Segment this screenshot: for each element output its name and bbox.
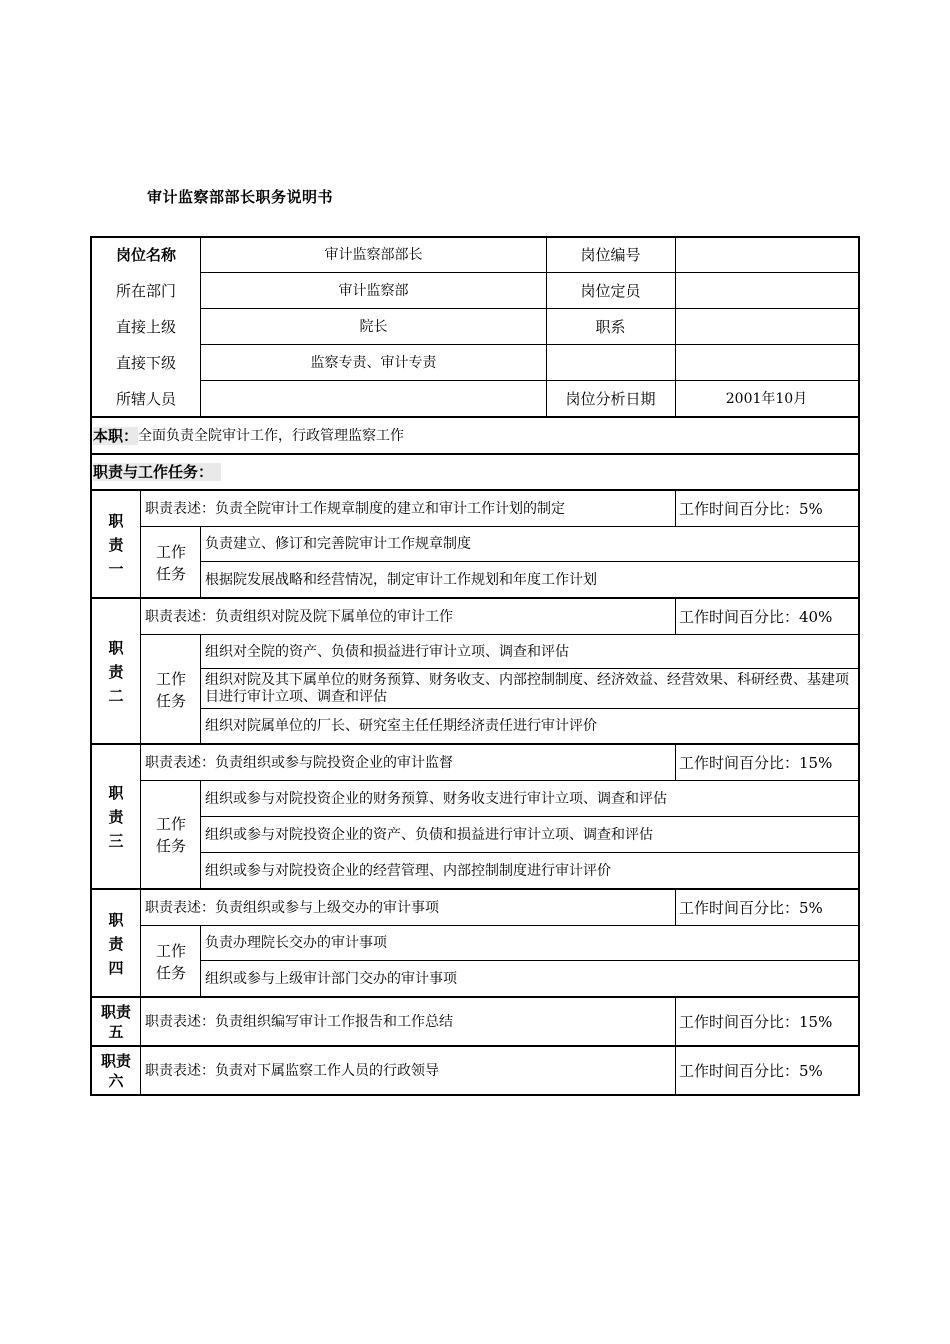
grid-line <box>200 780 201 889</box>
grid-line <box>90 1045 860 1047</box>
duty-4-label-char: 职 <box>108 910 124 929</box>
duty-2-label-char: 二 <box>108 686 124 705</box>
duty-3-task-3: 组织或参与对院投资企业的经营管理、内部控制制度进行审计评价 <box>205 862 611 879</box>
duty-6-description: 职责表述：负责对下属监察工作人员的行政领导 <box>145 1062 439 1079</box>
duty-1-description: 职责表述：负责全院审计工作规章制度的建立和审计工作计划的制定 <box>145 500 565 517</box>
staff-value <box>201 381 546 417</box>
duty-6-label-line: 六 <box>108 1072 124 1090</box>
duty-3-time-pct: 工作时间百分比：15% <box>679 754 833 772</box>
grid-line <box>201 272 859 273</box>
department-label: 所在部门 <box>115 282 176 300</box>
duty-6-label-line: 职责 <box>100 1052 131 1070</box>
subordinate-value: 监察专责、审计专责 <box>310 354 437 371</box>
grid-line <box>141 526 859 527</box>
analysis-date-label: 岗位分析日期 <box>565 390 656 408</box>
duty-4-task-label <box>141 926 201 997</box>
table-border-right <box>858 236 860 1095</box>
grid-line <box>201 852 859 853</box>
duties-heading: 职责与工作任务： <box>93 463 221 481</box>
grid-line <box>675 490 676 527</box>
duty-2-task-1: 组织对全院的资产、负债和损益进行审计立项、调查和评估 <box>205 643 569 660</box>
grid-line <box>141 925 859 926</box>
document-title: 审计监察部部长职务说明书 <box>147 188 334 206</box>
grid-line <box>200 925 201 997</box>
grid-line <box>200 236 201 417</box>
grid-line <box>675 236 676 417</box>
grid-line <box>90 489 860 491</box>
duty-1-label-char: 职 <box>108 511 124 530</box>
duty-4-task-1: 负责办理院长交办的审计事项 <box>205 935 387 951</box>
department-value: 审计监察部 <box>338 282 409 299</box>
grid-line <box>201 708 859 709</box>
summary-label: 本职： <box>93 427 139 445</box>
grid-line <box>90 743 860 745</box>
grid-line <box>675 744 676 781</box>
grid-line <box>675 1046 676 1095</box>
grid-line <box>201 561 859 562</box>
job-family-label: 职系 <box>595 318 626 336</box>
task-label-line: 任务 <box>155 564 186 583</box>
grid-line <box>90 453 860 455</box>
duty-5-description: 职责表述：负责组织编写审计工作报告和工作总结 <box>145 1013 453 1030</box>
duty-5-label-line: 职责 <box>100 1003 131 1021</box>
grid-line <box>200 634 201 744</box>
task-label-line: 任务 <box>155 837 186 855</box>
duty-3-label-char: 三 <box>108 832 124 850</box>
position-no-value <box>675 237 858 273</box>
superior-value: 院长 <box>359 318 388 335</box>
duties-heading-row <box>91 454 858 490</box>
grid-line <box>141 634 859 635</box>
duty-3-label <box>91 745 141 889</box>
analysis-date-value: 2001年10月 <box>725 390 808 407</box>
subordinate-label: 直接下级 <box>115 354 176 372</box>
task-label-line: 工作 <box>155 941 186 960</box>
duty-3-description: 职责表述：负责组织或参与院投资企业的审计监督 <box>145 754 453 771</box>
duty-1-task-label <box>141 527 201 598</box>
grid-line <box>90 597 860 599</box>
grid-line <box>90 996 860 998</box>
task-label-line: 工作 <box>155 669 186 688</box>
duty-2-label-char: 职 <box>108 638 124 657</box>
duty-1-time-pct: 工作时间百分比：5% <box>679 500 823 518</box>
duty-2-task-label <box>141 635 201 744</box>
superior-label: 直接上级 <box>115 318 176 336</box>
duty-3-task-1: 组织或参与对院投资企业的财务预算、财务收支进行审计立项、调查和评估 <box>205 790 667 807</box>
grid-line <box>90 416 860 418</box>
grid-line <box>140 490 141 1095</box>
summary-row <box>91 418 858 454</box>
duty-2-task-2: 组织对院及其下属单位的财务预算、财务收支、内部控制制度、经济效益、经营效果、科研经费、基建项目进行审计立项、调查和评估 <box>205 672 849 705</box>
grid-line <box>201 816 859 817</box>
duty-3-label-char: 职 <box>108 784 124 802</box>
grid-line <box>201 308 859 309</box>
duty-3-task-2: 组织或参与对院投资企业的资产、负债和损益进行审计立项、调查和评估 <box>205 826 653 843</box>
duty-4-label-char: 四 <box>108 958 124 977</box>
table-border-bottom <box>90 1094 860 1096</box>
duty-6-label <box>91 1047 141 1095</box>
grid-line <box>546 236 547 417</box>
grid-line <box>201 380 859 381</box>
position-name-label: 岗位名称 <box>115 246 176 264</box>
grid-line <box>675 598 676 635</box>
duty-1-label <box>91 491 141 598</box>
grid-line <box>141 780 859 781</box>
job-family-value <box>675 309 858 345</box>
duty-2-description: 职责表述：负责组织对院及院下属单位的审计工作 <box>145 608 453 625</box>
duty-2-task-3: 组织对院属单位的厂长、研究室主任任期经济责任进行审计评价 <box>205 718 597 734</box>
duty-5-label-line: 五 <box>108 1023 124 1041</box>
grid-line <box>201 344 859 345</box>
position-no-label: 岗位编号 <box>580 246 641 264</box>
grid-line <box>200 526 201 598</box>
table-border-left <box>90 236 92 1095</box>
duty-6-time-pct: 工作时间百分比：5% <box>679 1062 823 1080</box>
duty-4-label-char: 责 <box>108 934 124 953</box>
duty-2-label <box>91 599 141 744</box>
task-label-line: 任务 <box>155 691 186 710</box>
duty-3-label-char: 责 <box>108 808 124 826</box>
duty-4-task-2: 组织或参与上级审计部门交办的审计事项 <box>205 970 457 987</box>
duty-1-task-1: 负责建立、修订和完善院审计工作规章制度 <box>205 536 471 552</box>
duty-4-label <box>91 890 141 997</box>
duty-3-task-label <box>141 781 201 889</box>
grid-line <box>201 668 859 669</box>
position-name-value: 审计监察部部长 <box>324 246 423 263</box>
task-label-line: 工作 <box>155 542 186 561</box>
table-border-top <box>90 236 860 238</box>
headcount-label: 岗位定员 <box>580 282 641 300</box>
staff-label: 所辖人员 <box>115 390 176 408</box>
summary-text: 全面负责全院审计工作，行政管理监察工作 <box>138 427 405 444</box>
grid-line <box>90 888 860 890</box>
duty-2-label-char: 责 <box>108 662 124 681</box>
duty-4-time-pct: 工作时间百分比：5% <box>679 899 823 917</box>
duty-5-time-pct: 工作时间百分比：15% <box>679 1013 833 1031</box>
grid-line <box>675 889 676 926</box>
task-label-line: 工作 <box>155 815 186 833</box>
duty-1-task-2: 根据院发展战略和经营情况，制定审计工作规划和年度工作计划 <box>205 571 597 588</box>
duty-1-label-char: 一 <box>108 559 124 578</box>
duty-5-label <box>91 998 141 1046</box>
task-label-line: 任务 <box>155 963 186 982</box>
grid-line <box>201 960 859 961</box>
duty-2-time-pct: 工作时间百分比：40% <box>679 608 833 626</box>
headcount-value <box>675 273 858 309</box>
grid-line <box>675 997 676 1046</box>
duty-4-description: 职责表述：负责组织或参与上级交办的审计事项 <box>145 899 439 916</box>
duty-1-label-char: 责 <box>108 535 124 554</box>
